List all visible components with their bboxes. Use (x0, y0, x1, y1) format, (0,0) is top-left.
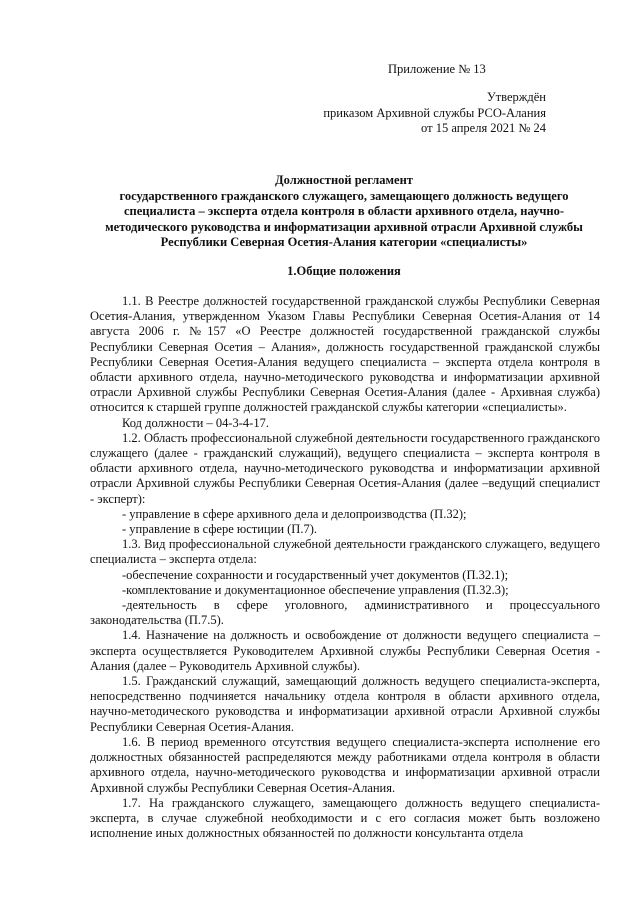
annex-number: Приложение № 13 (388, 62, 486, 76)
list-item: -обеспечение сохранности и государственный учет документов (П.32.1); (122, 567, 509, 582)
list-item: - управление в сфере юстиции (П.7). (122, 522, 317, 537)
document-title (94, 173, 594, 251)
section-heading: 1.Общие положения (287, 264, 401, 278)
list-item: -комплектование и документационное обеспечение управления (П.32.3); (122, 582, 509, 597)
paragraph-1-7: 1.7. На гражданского служащего, замещающего должность ведущего специалиста-эксперта, в случае служебной необходимости и с его согласия может быть возложено исполнение иных должностных обязанностей по должности консультанта отдела (90, 795, 600, 841)
position-code: Код должности – 04-3-4-17. (122, 415, 269, 430)
order-date: от 15 апреля 2021 № 24 (421, 121, 546, 135)
list-item: -деятельность в сфере уголовного, административного и процессуального законодательства (П.7.5). (90, 598, 600, 628)
title-line-1: Должностной регламент (275, 173, 413, 187)
paragraph-1-4: 1.4. Назначение на должность и освобождение от должности ведущего специалиста – эксперта осуществляется Руководителем Архивной службы Республики Северная Осетия - Алания (далее – Руководитель Архивной службы). (90, 628, 600, 673)
paragraph-1-2: 1.2. Область профессиональной служебной деятельности государственного гражданского служащего (далее - гражданский служащий), ведущего специалиста – эксперта контроля в области архивного отдела, научно-методического руководства и информатизации архивной отрасли Архивной службы Республики Северная Осетия-Алания (далее –ведущий специалист - эксперт): (90, 430, 600, 506)
list-item: - управление в сфере архивного дела и делопроизводства (П.32); (122, 506, 467, 521)
paragraph-1-3: 1.3. Вид профессиональной служебной деятельности гражданского служащего, ведущего специалиста – эксперта отдела: (90, 537, 600, 567)
paragraph-1-5: 1.5. Гражданский служащий, замещающий должность ведущего специалиста-эксперта, непосредственно подчиняется начальнику отдела контроля в области архивного отдела, научно-методического руководства и информатизации архивной отрасли Архивной службы Республики Северная Осетия-Алания. (90, 674, 600, 734)
order-reference: приказом Архивной службы РСО-Алания (323, 105, 546, 120)
title-line-2: государственного гражданского служащего, замещающего должность ведущего специалиста – эксперта отдела контроля в области архивного отдела, научно-методического руководства и информатизации архивной отрасли Архивной службы Республики Северная Осетия-Алания категории «специалисты» (105, 188, 583, 249)
paragraph-1-1: 1.1. В Реестре должностей государственной гражданской службы Республики Северная Осетия-Алания, утвержденном Указом Главы Республики Северная Осетия-Алания от 14 августа 2006 г. №157 «О Реестре должностей государственной гражданской службы Республики Северная Осетия – Алания», должность государственной гражданской службы Республики Северная Осетия-Алания ведущего специалиста – эксперта отдела контроля в области архивного отдела, научно-методического руководства и информатизации архивной отрасли Архивной службы Республики Северная Осетия-Алания (далее - Архивная служба) относится к старшей группе должностей гражданской службы категории «специалисты». (90, 294, 600, 415)
approved-label: Утверждён (486, 90, 546, 104)
approval-stamp (286, 90, 546, 137)
paragraph-1-6: 1.6. В период временного отсутствия ведущего специалиста-эксперта исполнение его должностных обязанностей распределяются между работниками отдела контроля в области архивного отдела, научно-методического руководства и информатизации архивной отрасли Архивной службы Республики Северная Осетия-Алания. (90, 734, 600, 795)
document-body (90, 294, 600, 841)
